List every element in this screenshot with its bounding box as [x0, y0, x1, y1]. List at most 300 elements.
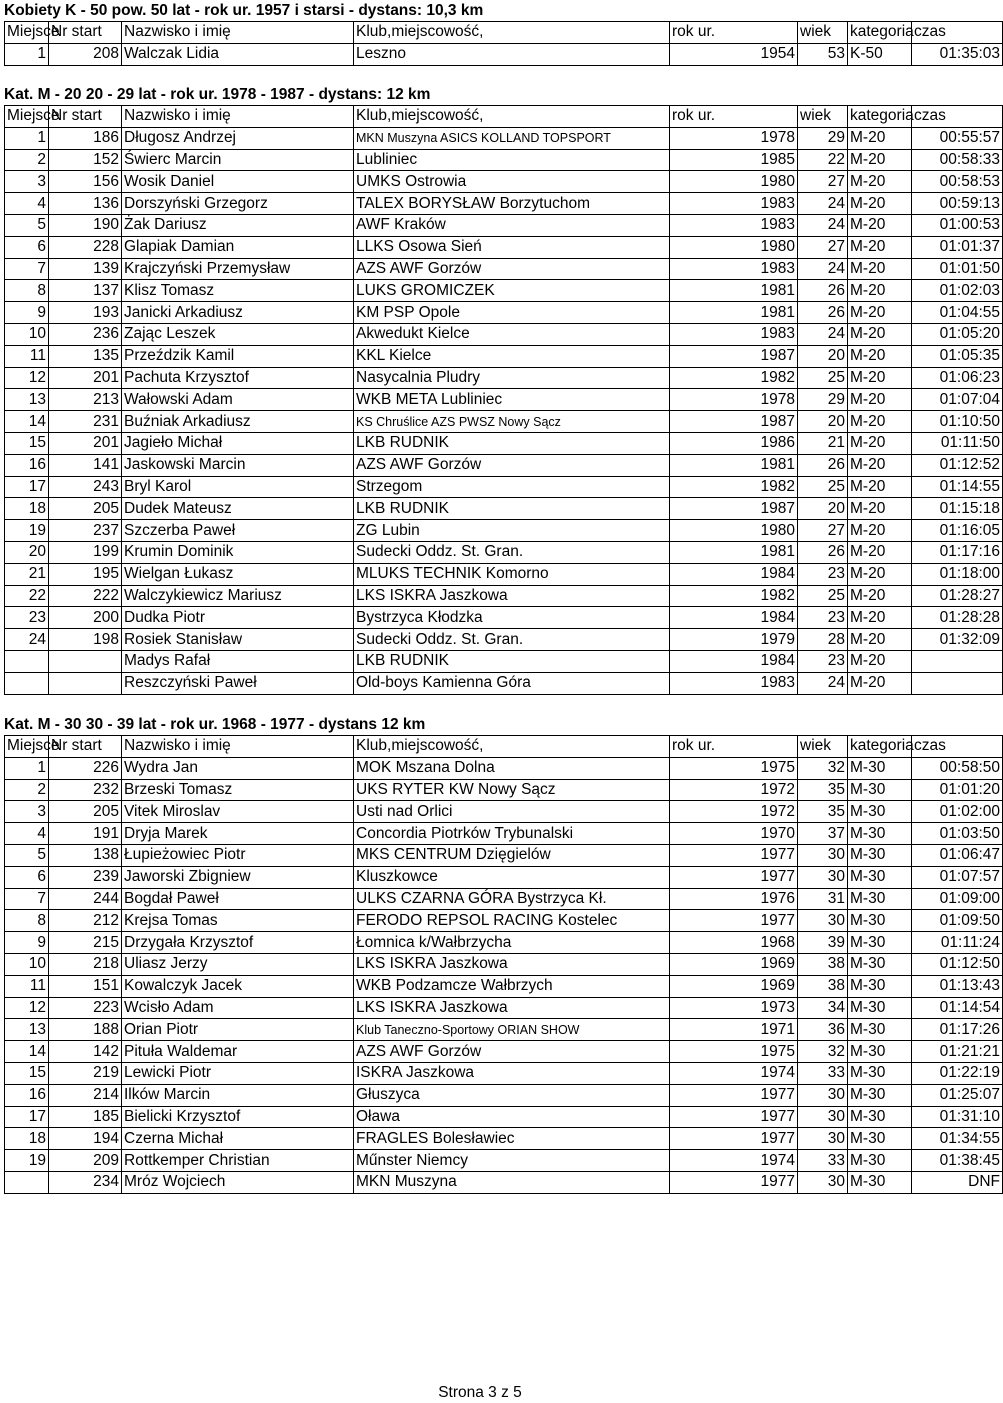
- header-age: wiek: [798, 22, 848, 44]
- cell-category: M-30: [848, 888, 912, 910]
- cell-birth-year: 1981: [670, 280, 798, 302]
- cell-start-number: 214: [49, 1084, 122, 1106]
- cell-name: Krejsa Tomas: [122, 910, 354, 932]
- cell-start-number: 212: [49, 910, 122, 932]
- cell-category: M-30: [848, 823, 912, 845]
- cell-name: Ilków Marcin: [122, 1084, 354, 1106]
- cell-name: Jagieło Michał: [122, 432, 354, 454]
- cell-birth-year: 1981: [670, 302, 798, 324]
- header-place: Miejsce: [5, 22, 49, 44]
- cell-club: AWF Kraków: [354, 214, 670, 236]
- cell-name: Wydra Jan: [122, 757, 354, 779]
- cell-start-number: 137: [49, 280, 122, 302]
- cell-birth-year: 1980: [670, 236, 798, 258]
- cell-birth-year: 1975: [670, 1041, 798, 1063]
- table-row: [5, 1150, 1003, 1172]
- cell-time: [912, 672, 1003, 694]
- cell-time: 01:02:03: [912, 280, 1003, 302]
- header-name: Nazwisko i imię: [122, 736, 354, 758]
- cell-category: K-50: [848, 43, 912, 65]
- cell-time: 01:09:00: [912, 888, 1003, 910]
- cell-birth-year: 1975: [670, 757, 798, 779]
- table-row: [5, 432, 1003, 454]
- cell-birth-year: 1976: [670, 888, 798, 910]
- cell-category: M-30: [848, 953, 912, 975]
- cell-age: 25: [798, 476, 848, 498]
- cell-club: AZS AWF Gorzów: [354, 1041, 670, 1063]
- cell-name: Świerc Marcin: [122, 149, 354, 171]
- cell-start-number: 237: [49, 520, 122, 542]
- cell-club: Łomnica k/Wałbrzycha: [354, 932, 670, 954]
- cell-time: DNF: [912, 1171, 1003, 1193]
- cell-time: 01:32:09: [912, 629, 1003, 651]
- cell-birth-year: 1972: [670, 779, 798, 801]
- cell-start-number: 243: [49, 476, 122, 498]
- cell-age: 26: [798, 454, 848, 476]
- section-title: Kat. M - 30 30 - 39 lat - rok ur. 1968 - 1977 - dystans 12 km: [4, 716, 426, 733]
- cell-start-number: 231: [49, 411, 122, 433]
- table-row: [5, 844, 1003, 866]
- table-row: [5, 953, 1003, 975]
- header-birth-year: rok ur.: [670, 22, 798, 44]
- cell-place: [5, 672, 49, 694]
- cell-start-number: 205: [49, 498, 122, 520]
- cell-name: Glapiak Damian: [122, 236, 354, 258]
- table-row: [5, 563, 1003, 585]
- cell-start-number: 142: [49, 1041, 122, 1063]
- cell-club: FRAGLES Bolesławiec: [354, 1128, 670, 1150]
- cell-category: M-20: [848, 127, 912, 149]
- header-name: Nazwisko i imię: [122, 106, 354, 128]
- cell-time: 01:11:24: [912, 932, 1003, 954]
- cell-place: 2: [5, 779, 49, 801]
- cell-place: 10: [5, 953, 49, 975]
- cell-time: 00:58:50: [912, 757, 1003, 779]
- table-row: [5, 1041, 1003, 1063]
- cell-name: Żak Dariusz: [122, 214, 354, 236]
- header-club: Klub,miejscowość,: [354, 736, 670, 758]
- cell-name: Brzeski Tomasz: [122, 779, 354, 801]
- cell-club: UMKS Ostrowia: [354, 171, 670, 193]
- section-title: Kat. M - 20 20 - 29 lat - rok ur. 1978 - 1987 - dystans: 12 km: [4, 86, 431, 103]
- cell-start-number: 239: [49, 866, 122, 888]
- cell-category: M-20: [848, 411, 912, 433]
- cell-category: M-30: [848, 997, 912, 1019]
- header-time: czas: [912, 22, 1003, 44]
- cell-time: 01:17:16: [912, 541, 1003, 563]
- cell-category: M-20: [848, 389, 912, 411]
- cell-name: Dorszyński Grzegorz: [122, 193, 354, 215]
- cell-time: 01:31:10: [912, 1106, 1003, 1128]
- header-place: Miejsce: [5, 736, 49, 758]
- cell-name: Dryja Marek: [122, 823, 354, 845]
- cell-time: 01:10:50: [912, 411, 1003, 433]
- cell-category: M-20: [848, 498, 912, 520]
- cell-name: Jaskowski Marcin: [122, 454, 354, 476]
- table-row: [5, 629, 1003, 651]
- header-birth-year: rok ur.: [670, 106, 798, 128]
- cell-age: 37: [798, 823, 848, 845]
- cell-birth-year: 1987: [670, 411, 798, 433]
- cell-name: Orian Piotr: [122, 1019, 354, 1041]
- cell-place: 17: [5, 476, 49, 498]
- cell-place: 14: [5, 1041, 49, 1063]
- cell-birth-year: 1974: [670, 1150, 798, 1172]
- cell-start-number: 193: [49, 302, 122, 324]
- cell-age: 28: [798, 629, 848, 651]
- cell-time: 01:35:03: [912, 43, 1003, 65]
- cell-age: 39: [798, 932, 848, 954]
- cell-birth-year: 1974: [670, 1062, 798, 1084]
- cell-club: LUKS GROMICZEK: [354, 280, 670, 302]
- cell-category: M-30: [848, 801, 912, 823]
- cell-name: Kowalczyk Jacek: [122, 975, 354, 997]
- header-club: Klub,miejscowość,: [354, 22, 670, 44]
- cell-category: M-20: [848, 520, 912, 542]
- cell-place: 9: [5, 932, 49, 954]
- cell-place: 19: [5, 1150, 49, 1172]
- cell-club: FERODO REPSOL RACING Kostelec: [354, 910, 670, 932]
- section-m30: [4, 714, 1000, 1194]
- cell-birth-year: 1984: [670, 650, 798, 672]
- table-row: [5, 280, 1003, 302]
- table-row: [5, 823, 1003, 845]
- cell-birth-year: 1977: [670, 1128, 798, 1150]
- cell-time: 01:28:28: [912, 607, 1003, 629]
- cell-birth-year: 1954: [670, 43, 798, 65]
- table-row: [5, 801, 1003, 823]
- cell-place: [5, 650, 49, 672]
- cell-start-number: 198: [49, 629, 122, 651]
- cell-age: 35: [798, 779, 848, 801]
- cell-birth-year: 1984: [670, 607, 798, 629]
- cell-birth-year: 1983: [670, 214, 798, 236]
- cell-time: 01:09:50: [912, 910, 1003, 932]
- cell-category: M-20: [848, 607, 912, 629]
- table-row: [5, 149, 1003, 171]
- cell-club: UKS RYTER KW Nowy Sącz: [354, 779, 670, 801]
- cell-name: Dudka Piotr: [122, 607, 354, 629]
- section-title: Kobiety K - 50 pow. 50 lat - rok ur. 1957 i starsi - dystans: 10,3 km: [4, 2, 484, 19]
- cell-start-number: 222: [49, 585, 122, 607]
- cell-start-number: 139: [49, 258, 122, 280]
- cell-start-number: 156: [49, 171, 122, 193]
- cell-club: Akwedukt Kielce: [354, 323, 670, 345]
- cell-name: Vitek Miroslav: [122, 801, 354, 823]
- cell-start-number: 138: [49, 844, 122, 866]
- cell-name: Bryl Karol: [122, 476, 354, 498]
- results-table: [4, 735, 1003, 1194]
- table-row: [5, 214, 1003, 236]
- cell-start-number: 186: [49, 127, 122, 149]
- cell-category: M-20: [848, 236, 912, 258]
- cell-age: 32: [798, 757, 848, 779]
- cell-name: Klisz Tomasz: [122, 280, 354, 302]
- cell-age: 23: [798, 563, 848, 585]
- header-start-number: Nr start: [49, 22, 122, 44]
- table-row: [5, 779, 1003, 801]
- cell-time: 01:22:19: [912, 1062, 1003, 1084]
- cell-age: 33: [798, 1150, 848, 1172]
- header-start-number: Nr start: [49, 106, 122, 128]
- cell-age: 21: [798, 432, 848, 454]
- header-category: kategoria: [848, 106, 912, 128]
- cell-place: 18: [5, 498, 49, 520]
- cell-birth-year: 1977: [670, 844, 798, 866]
- cell-category: M-20: [848, 302, 912, 324]
- cell-time: 01:11:50: [912, 432, 1003, 454]
- cell-age: 36: [798, 1019, 848, 1041]
- cell-category: M-20: [848, 323, 912, 345]
- cell-name: Rottkemper Christian: [122, 1150, 354, 1172]
- cell-time: 01:34:55: [912, 1128, 1003, 1150]
- table-row: [5, 1171, 1003, 1193]
- cell-age: 25: [798, 367, 848, 389]
- cell-place: 23: [5, 607, 49, 629]
- cell-place: 1: [5, 43, 49, 65]
- cell-category: M-30: [848, 844, 912, 866]
- cell-age: 24: [798, 672, 848, 694]
- cell-age: 30: [798, 910, 848, 932]
- table-row: [5, 476, 1003, 498]
- cell-time: 01:07:57: [912, 866, 1003, 888]
- cell-start-number: 151: [49, 975, 122, 997]
- cell-start-number: 215: [49, 932, 122, 954]
- cell-time: 00:55:57: [912, 127, 1003, 149]
- section-k50: [4, 0, 1000, 66]
- cell-club: Sudecki Oddz. St. Gran.: [354, 629, 670, 651]
- cell-birth-year: 1968: [670, 932, 798, 954]
- cell-name: Bielicki Krzysztof: [122, 1106, 354, 1128]
- cell-category: M-30: [848, 866, 912, 888]
- cell-time: 01:12:52: [912, 454, 1003, 476]
- cell-club: ULKS CZARNA GÓRA Bystrzyca Kł.: [354, 888, 670, 910]
- cell-time: 01:04:55: [912, 302, 1003, 324]
- cell-club: LKB RUDNIK: [354, 432, 670, 454]
- table-row: [5, 193, 1003, 215]
- cell-birth-year: 1970: [670, 823, 798, 845]
- cell-birth-year: 1985: [670, 149, 798, 171]
- cell-name: Krumin Dominik: [122, 541, 354, 563]
- table-row: [5, 1062, 1003, 1084]
- cell-club: MKN Muszyna ASICS KOLLAND TOPSPORT: [354, 127, 670, 149]
- header-age: wiek: [798, 736, 848, 758]
- cell-club: Leszno: [354, 43, 670, 65]
- header-birth-year: rok ur.: [670, 736, 798, 758]
- table-row: [5, 498, 1003, 520]
- cell-birth-year: 1983: [670, 672, 798, 694]
- cell-category: M-30: [848, 975, 912, 997]
- cell-name: Przeździk Kamil: [122, 345, 354, 367]
- cell-age: 20: [798, 411, 848, 433]
- cell-birth-year: 1973: [670, 997, 798, 1019]
- table-row: [5, 454, 1003, 476]
- cell-time: 01:25:07: [912, 1084, 1003, 1106]
- cell-place: 6: [5, 236, 49, 258]
- cell-time: 01:01:37: [912, 236, 1003, 258]
- table-row: [5, 1128, 1003, 1150]
- table-row: [5, 650, 1003, 672]
- cell-time: 01:14:54: [912, 997, 1003, 1019]
- cell-age: 34: [798, 997, 848, 1019]
- cell-name: Mróz Wojciech: [122, 1171, 354, 1193]
- cell-place: 4: [5, 193, 49, 215]
- cell-place: 13: [5, 389, 49, 411]
- cell-time: 01:01:20: [912, 779, 1003, 801]
- cell-name: Czerna Michał: [122, 1128, 354, 1150]
- cell-club: Klub Taneczno-Sportowy ORIAN SHOW: [354, 1019, 670, 1041]
- cell-birth-year: 1982: [670, 367, 798, 389]
- cell-start-number: [49, 672, 122, 694]
- cell-club: KKL Kielce: [354, 345, 670, 367]
- results-table: [4, 105, 1003, 695]
- cell-start-number: 209: [49, 1150, 122, 1172]
- cell-age: 38: [798, 975, 848, 997]
- cell-category: M-20: [848, 585, 912, 607]
- cell-name: Jaworski Zbigniew: [122, 866, 354, 888]
- cell-place: 12: [5, 367, 49, 389]
- cell-name: Madys Rafał: [122, 650, 354, 672]
- cell-start-number: 232: [49, 779, 122, 801]
- cell-category: M-20: [848, 193, 912, 215]
- cell-time: 01:13:43: [912, 975, 1003, 997]
- cell-club: Műnster Niemcy: [354, 1150, 670, 1172]
- cell-club: TALEX BORYSŁAW Borzytuchom: [354, 193, 670, 215]
- cell-start-number: 218: [49, 953, 122, 975]
- header-place: Miejsce: [5, 106, 49, 128]
- table-row: [5, 672, 1003, 694]
- cell-place: 5: [5, 214, 49, 236]
- table-row: [5, 236, 1003, 258]
- cell-category: M-30: [848, 910, 912, 932]
- cell-age: 29: [798, 127, 848, 149]
- cell-birth-year: 1969: [670, 953, 798, 975]
- cell-name: Długosz Andrzej: [122, 127, 354, 149]
- cell-place: 10: [5, 323, 49, 345]
- cell-name: Rosiek Stanisław: [122, 629, 354, 651]
- cell-start-number: 195: [49, 563, 122, 585]
- cell-place: 20: [5, 541, 49, 563]
- cell-age: 24: [798, 323, 848, 345]
- cell-category: M-30: [848, 1150, 912, 1172]
- cell-time: 01:00:53: [912, 214, 1003, 236]
- cell-birth-year: 1987: [670, 498, 798, 520]
- cell-name: Walczak Lidia: [122, 43, 354, 65]
- cell-place: 4: [5, 823, 49, 845]
- cell-category: M-20: [848, 629, 912, 651]
- header-time: czas: [912, 736, 1003, 758]
- table-row: [5, 302, 1003, 324]
- cell-place: 13: [5, 1019, 49, 1041]
- cell-age: 20: [798, 498, 848, 520]
- table-row: [5, 1019, 1003, 1041]
- cell-time: 01:21:21: [912, 1041, 1003, 1063]
- cell-age: 26: [798, 280, 848, 302]
- cell-start-number: 219: [49, 1062, 122, 1084]
- cell-club: Kluszkowce: [354, 866, 670, 888]
- cell-start-number: 205: [49, 801, 122, 823]
- cell-birth-year: 1984: [670, 563, 798, 585]
- cell-time: 01:12:50: [912, 953, 1003, 975]
- cell-name: Wosik Daniel: [122, 171, 354, 193]
- cell-name: Janicki Arkadiusz: [122, 302, 354, 324]
- cell-age: 24: [798, 193, 848, 215]
- cell-category: M-30: [848, 1019, 912, 1041]
- cell-club: Bystrzyca Kłodzka: [354, 607, 670, 629]
- cell-category: M-30: [848, 1041, 912, 1063]
- table-row: [5, 975, 1003, 997]
- cell-age: 24: [798, 258, 848, 280]
- cell-category: M-20: [848, 541, 912, 563]
- cell-category: M-30: [848, 1171, 912, 1193]
- cell-club: AZS AWF Gorzów: [354, 454, 670, 476]
- cell-category: M-20: [848, 280, 912, 302]
- table-header-row: [5, 22, 1003, 44]
- cell-time: [912, 650, 1003, 672]
- cell-birth-year: 1969: [670, 975, 798, 997]
- cell-club: KM PSP Opole: [354, 302, 670, 324]
- cell-place: 3: [5, 171, 49, 193]
- cell-start-number: 223: [49, 997, 122, 1019]
- cell-age: 22: [798, 149, 848, 171]
- cell-age: 20: [798, 345, 848, 367]
- cell-time: 01:07:04: [912, 389, 1003, 411]
- cell-birth-year: 1980: [670, 171, 798, 193]
- page-footer: Strona 3 z 5: [438, 1384, 522, 1401]
- cell-name: Reszczyński Paweł: [122, 672, 354, 694]
- cell-category: M-20: [848, 367, 912, 389]
- cell-time: 00:59:13: [912, 193, 1003, 215]
- cell-club: WKB Podzamcze Wałbrzych: [354, 975, 670, 997]
- cell-name: Dudek Mateusz: [122, 498, 354, 520]
- cell-age: 30: [798, 866, 848, 888]
- cell-club: Głuszyca: [354, 1084, 670, 1106]
- cell-club: Lubliniec: [354, 149, 670, 171]
- table-row: [5, 323, 1003, 345]
- cell-start-number: 185: [49, 1106, 122, 1128]
- cell-place: 8: [5, 280, 49, 302]
- cell-start-number: 201: [49, 432, 122, 454]
- cell-birth-year: 1977: [670, 1084, 798, 1106]
- cell-name: Łupieżowiec Piotr: [122, 844, 354, 866]
- cell-age: 30: [798, 1128, 848, 1150]
- cell-name: Zając Leszek: [122, 323, 354, 345]
- cell-start-number: 194: [49, 1128, 122, 1150]
- cell-club: LKS ISKRA Jaszkowa: [354, 997, 670, 1019]
- cell-birth-year: 1986: [670, 432, 798, 454]
- table-row: [5, 1106, 1003, 1128]
- cell-birth-year: 1977: [670, 910, 798, 932]
- cell-place: 15: [5, 432, 49, 454]
- cell-name: Bogdał Paweł: [122, 888, 354, 910]
- cell-club: LKS ISKRA Jaszkowa: [354, 585, 670, 607]
- cell-time: 01:17:26: [912, 1019, 1003, 1041]
- cell-time: 01:18:00: [912, 563, 1003, 585]
- cell-name: Wałowski Adam: [122, 389, 354, 411]
- cell-start-number: 244: [49, 888, 122, 910]
- cell-place: 1: [5, 127, 49, 149]
- cell-name: Wielgan Łukasz: [122, 563, 354, 585]
- cell-age: 35: [798, 801, 848, 823]
- cell-age: 26: [798, 541, 848, 563]
- cell-category: M-30: [848, 757, 912, 779]
- cell-birth-year: 1977: [670, 866, 798, 888]
- cell-time: 01:05:35: [912, 345, 1003, 367]
- cell-time: 01:05:20: [912, 323, 1003, 345]
- cell-birth-year: 1983: [670, 323, 798, 345]
- cell-place: [5, 1171, 49, 1193]
- cell-start-number: 213: [49, 389, 122, 411]
